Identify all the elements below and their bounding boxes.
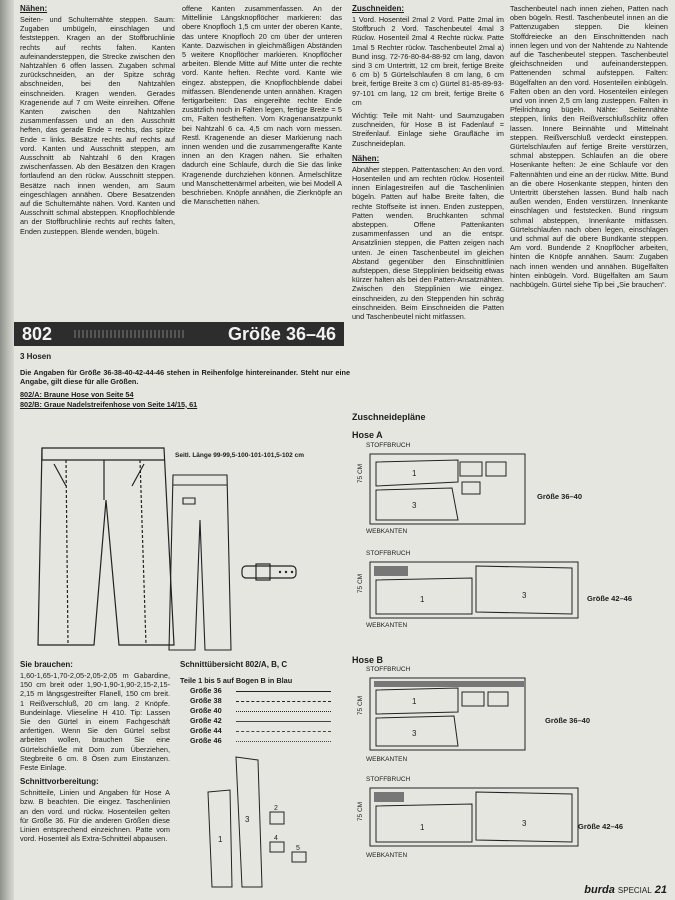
finishing-instructions xyxy=(510,4,668,289)
svg-text:3: 3 xyxy=(412,501,417,510)
legend-row-40: Größe 40 xyxy=(190,706,340,716)
plan-size-2: Größe 42–46 xyxy=(587,594,633,603)
trouser-front-drawing xyxy=(24,440,184,655)
page-footer xyxy=(584,884,667,896)
sewing-trousers-heading: Nähen: xyxy=(352,153,380,163)
plan-width-3: 75 CM xyxy=(357,695,365,716)
pattern-pieces-thumbnail xyxy=(200,752,330,892)
finishing-text: Taschenbeutel nach innen ziehen, Patten nach oben bügeln. Restl. Taschenbeutel innen an die Pattenzugaben steppen. Die kleinen Stoffdreiecke an den Einschnittenden nach innen legen und von der Nahtende zu Nahtende auf die Taschenbeutel steppen. Taschenbeutel gleichschneiden und aufeinandersteppen. Pattenenden schmal aufsteppen. Falten: Bügelfalten an den vord. Hosenteilen einbügeln. Falten oben an den vord. Hosenteilen einlegen und von innen 2,5 cm lang zusteppen. Falten in Pfeilrichtung bügeln. Nähte: Seitennähte steppen, links den Reißverschlußschlitz offen lassen. Innere Beinnähte und Mittelnaht steppen. Reißverschluß verdeckt einsteppen. Gürtelschlaufen auf fertige Breite verstürzen, schmal absteppen. Schlaufen an die obere Hosenkante heften: Je eine Schlaufe vor den Faltennähten und eine an der rückw. Mitte. Bund an die obere Hosenkante steppen, hinten den Untertritt überstehen lassen. Bund halb nach außen wenden, Enden verstürzen. Innenkante einschlagen und feststecken. Bund ringsum schmal absteppen, Innenkante mitfassen. Gürtelschlaufen nach oben legen, einschlagen und schmal auf die obere Bundkante steppen. Am vord. Bundende 2 Knopflöcher arbeiten, hinten die Knöpfe annähen. Saum: Zugaben nach innen wenden und annähen. Bügelfalten hinten einbügeln. Vord. Bügelfalten am Saum nachbügeln. Gürtel siehe Tip bei „Sie brauchen“. xyxy=(510,4,668,290)
intro-text: Die Angaben für Größe 36-38-40-42-44-46 stehen in Reihenfolge hintereinander. Steht nur eine Angabe, gilt diese für alle Größen. xyxy=(20,368,350,387)
cutting-important: Wichtig: Teile mit Naht- und Saumzugaben zuschneiden, für Hose B ist Fadenlauf = Streifenlauf. Einlage siehe Graufläche im Zuschneideplan. xyxy=(352,111,504,148)
legend-row-36: Größe 36 xyxy=(190,686,340,696)
plan-size-4: Größe 42–46 xyxy=(578,822,624,831)
pocket-lines xyxy=(54,464,144,486)
materials-heading: Sie brauchen: xyxy=(20,660,73,669)
page-number: 21 xyxy=(654,884,667,896)
hose-a-title: Hose A xyxy=(352,430,383,440)
size-legend xyxy=(190,686,340,746)
belt-drawing xyxy=(240,560,300,584)
page-binding xyxy=(0,0,14,900)
plan-width-1: 75 CM xyxy=(357,463,365,484)
svg-text:4: 4 xyxy=(274,835,278,842)
trouser-back-drawing xyxy=(165,470,235,655)
waistband-line xyxy=(42,448,164,460)
intro-title: 3 Hosen xyxy=(20,352,52,361)
brand-special: SPECIAL xyxy=(617,886,652,895)
svg-text:3: 3 xyxy=(412,729,417,738)
svg-text:3: 3 xyxy=(522,591,527,600)
model-a-label: 802/A: Braune Hose von Seite 54 xyxy=(20,390,134,400)
collar-text: offene Kanten zusammenfassen. An der Mittellinie Längsknopflöcher markieren: das obere Knopfloch 1,5 cm unter der oberen Kante, das untere Knopfloch 20 cm über der unteren Kante. Dazwischen in gleichmäßigen Abständen 5 weitere Knopflöcher markieren. Knopflöcher arbeiten. Blende Mitte auf Mitte unter die rechte vord. Kante heften. Rechte vord. Kante wie eingez. absteppen, die Knopflochblende dabei mitfassen. Blendenende unten annähen. Kragen fertigarbeiten: Das eingereihte rechte Ende zusätzlich noch in Falten legen, fertige Breite = 5 cm, Falten festheften. Vom Kragenansatzpunkt bei Nahtzahl 6 ca. 4,5 cm nach vorn messen. Restl. Kragenende an dieser Markierung nach innen wenden und die zusammengeraffte Kante innen an den Kragen nähen. Sie erhalten dadurch eine Schlaufe, durch die Sie das linke Kragenende durchziehen können. Ärmelschlitze und Manschettenärmel arbeiten, wie bei Modell A beschrieben. Knöpfe annähen, die Zierknöpfe an die Manschetten nähen. xyxy=(182,4,342,207)
legend-row-46: Größe 46 xyxy=(190,736,340,746)
model-intro xyxy=(20,352,350,409)
pattern-overview xyxy=(180,660,350,685)
legend-row-42: Größe 42 xyxy=(190,716,340,726)
legend-row-44: Größe 44 xyxy=(190,726,340,736)
svg-text:3: 3 xyxy=(522,819,527,828)
legend-row-38: Größe 38 xyxy=(190,696,340,706)
plan-width-4: 75 CM xyxy=(357,801,365,822)
size-range: Größe 36–46 xyxy=(227,324,336,344)
band-stripe xyxy=(74,330,184,338)
brand-name: burda xyxy=(584,884,615,896)
hose-b-title: Hose B xyxy=(352,655,384,665)
model-number: 802 xyxy=(22,324,53,344)
cutting-plans-title: Zuschneidepläne xyxy=(352,412,426,422)
cutting-text: 1 Vord. Hosenteil 2mal 2 Vord. Patte 2mal im Stoffbruch 2 Vord. Taschenbeutel 4mal 3 Rückw. Hosenteil 2mal 4 Rechte rückw. Patte 1mal 5 Rechter rückw. Taschenbeutel 2mal a) Bund insg. 72-76-80-84-88-92 cm lang, davon sind 3 cm Untertritt, 12 cm breit, fertige Breite 6 cm b) 5 Gürtelschlaufen 8 cm lang, 6 cm breit, fertige Breite 3 cm c) Gürtel 81-85-89-93-97-101 cm lang, 12 cm breit, fertige Breite 6 cm xyxy=(352,15,504,107)
svg-text:1: 1 xyxy=(412,469,417,478)
materials-section xyxy=(20,660,170,843)
overview-subtitle: Teile 1 bis 5 auf Bogen B in Blau xyxy=(180,676,293,685)
sewing-trousers-text: Abnäher steppen. Pattentaschen: An den vord. Hosenteilen und am rechten rückw. Hosenteil innen Einlagestreifen auf die Taschenlinien bügeln. Patten auf halbe Breite falten, die rechte Stoffseite ist innen. Enden zusteppen, Patten wenden. Bruchkanten schmal absteppen. Offene Pattenkanten zusammenfassen und an die entspr. Ansatzlinien steppen, die Patten zeigen nach unten. Je einen Taschenbeutel im gleichen Abstand gegenüber den Einschnittlinien aufsteppen, diese Stepplinien beidseitig etwas kürzer halten als bei den Patten-Ansatznähten. Zwischen den Stepplinien wie eingez. einschneiden, zu den Steppenden hin schräg einschneiden. Beim Einschneiden die Patten und Taschenbeutel nicht mitfassen. xyxy=(352,164,504,322)
svg-text:3: 3 xyxy=(245,815,250,824)
svg-text:1: 1 xyxy=(420,595,425,604)
prep-text: Schnitteile, Linien und Angaben für Hose A bzw. B beachten. Die eingez. Taschenlinien an den vord. und rückw. Hosenteilen gelten für Größe 36. Für die anderen Größen diese Linien entsprechend einzeichnen. Patte vom vord. Hosenteil als Extra-Schnitteil abpausen. xyxy=(20,788,170,844)
sewing-heading: Nähen: xyxy=(20,4,48,13)
sewing-text: Seiten- und Schulternähte steppen. Saum: Zugaben umbügeln, einschlagen und feststeppen. Kragen an der Stoffbruchlinie rechts auf rechts falten. Kanten aufeinandersteppen, die Strecke zwischen den Nahtzahlen 6 offen lassen. Zugaben schmal zurückschneiden, an der Spitze schräg abschneiden, bei den Nahtzahlen einschneiden. Kragen wenden. Gerades Kragenende auf 7 cm Weite einreihen. Offene Kanten zwischen den Nahtzahlen zusammenfassen und an den Ausschnitt heften, das gerade Ende = rechts, das spitze Ende = links. Besätze rechts auf rechts auf vord. Kanten und Ausschnitt steppen, am Ausschnitt ab Nahtzahl 6 den Kragen zwischenfassen. Ab den Besätzen den Kragen fortlaufend an den rückw. Ausschnitt steppen. Besätze nach innen wenden, am Saum eingeschlagen annähen. Obere Besatzenden auf die Schulternähte nähen. Vord. Kanten und Ausschnitt schmal absteppen. Knopflochblende an der Stoffbruchlinie rechts auf rechts falten, Enden zusteppen. Blende wenden, bügeln. xyxy=(20,15,175,236)
model-header-band xyxy=(14,322,344,346)
svg-text:1: 1 xyxy=(412,697,417,706)
plan-width-2: 75 CM xyxy=(357,573,365,594)
collar-instructions xyxy=(182,4,342,206)
overview-title: Schnittübersicht 802/A, B, C xyxy=(180,660,288,669)
plan-size-1: Größe 36–40 xyxy=(537,492,583,501)
svg-text:2: 2 xyxy=(274,805,278,812)
cutting-heading: Zuschneiden: xyxy=(352,4,405,13)
svg-text:1: 1 xyxy=(420,823,425,832)
sewing-instructions-shirt xyxy=(20,4,175,236)
prep-heading: Schnittvorbereitung: xyxy=(20,777,99,787)
svg-text:1: 1 xyxy=(218,835,223,844)
side-length: Seitl. Länge 99-99,5-100-101-101,5-102 cm xyxy=(175,452,304,459)
plan-size-3: Größe 36–40 xyxy=(545,716,591,725)
materials-text: 1,60-1,65-1,70-2,05-2,05-2,05 m Gabardine, 150 cm breit oder 1,90-1,90-1,90-2,15-2,15-2,15 m längsgestreifter Flanell, 150 cm breit. 1 Reißverschluß, 20 cm lang. 2 Knöpfe. Bundeinlage. Vlieseline H 410. Tip: Lassen Sie den Gürtel in einem Fachgeschäft anfertigen. Wenn Sie den Gürtel selbst arbeiten wollen, brauchen Sie eine Gürtelschließe mit Dorn zum Überziehen, Stegbreite 6 cm. 8 Ösen zum Einstanzen. Feste Einlage. xyxy=(20,671,170,773)
cutting-section xyxy=(352,4,504,321)
crease-lines xyxy=(66,460,146,645)
svg-text:5: 5 xyxy=(296,845,300,852)
model-b-label: 802/B: Graue Nadelstreifenhose von Seite 14/15, 61 xyxy=(20,399,198,409)
trouser-front-outline xyxy=(38,448,174,645)
